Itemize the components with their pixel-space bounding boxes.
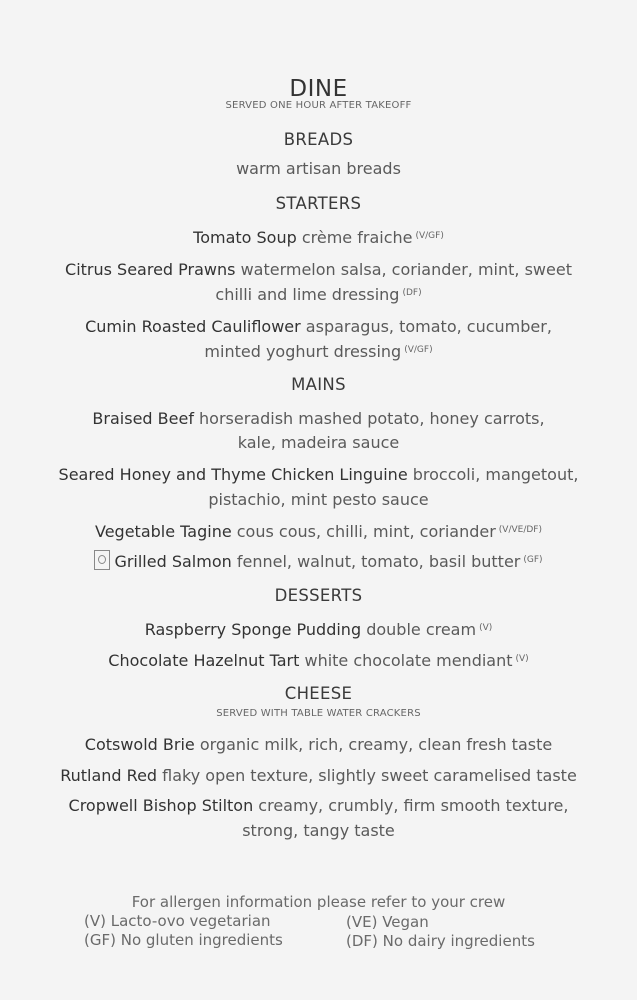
- menu-title: DINE: [289, 76, 348, 102]
- item-name: Cropwell Bishop Stilton: [68, 796, 254, 815]
- main-item-continued: [0, 487, 637, 512]
- dietary-tag: (V): [479, 623, 493, 633]
- item-name: Tomato Soup: [193, 228, 297, 247]
- item-name: Braised Beef: [92, 409, 194, 428]
- sustainable-fish-icon: [94, 550, 110, 570]
- dietary-tag: (V/GF): [415, 231, 444, 241]
- starter-item: [0, 314, 637, 339]
- item-name: Grilled Salmon: [114, 552, 232, 571]
- dessert-item: [0, 647, 637, 673]
- cheese-subtitle: SERVED WITH TABLE WATER CRACKERS: [216, 708, 421, 719]
- item-name: Raspberry Sponge Pudding: [144, 620, 362, 639]
- item-desc: minted yoghurt dressing: [204, 342, 402, 361]
- main-item: [0, 518, 637, 544]
- item-desc: double cream: [361, 620, 477, 639]
- cheese-item: [0, 793, 637, 818]
- dietary-tag: (V/GF): [404, 345, 433, 355]
- section-heading-starters: STARTERS: [275, 194, 362, 213]
- item-desc: horseradish mashed potato, honey carrots,: [193, 409, 545, 428]
- item-name: Citrus Seared Prawns: [65, 260, 236, 279]
- item-desc: asparagus, tomato, cucumber,: [300, 317, 552, 336]
- cheese-item-continued: [0, 818, 637, 843]
- item-desc: creamy, crumbly, firm smooth texture,: [253, 796, 569, 815]
- main-item: [0, 406, 637, 431]
- section-heading-mains: MAINS: [291, 375, 346, 394]
- allergen-note: For allergen information please refer to your crew: [131, 893, 506, 911]
- dessert-item: [0, 616, 637, 642]
- item-name: Rutland Red: [60, 766, 158, 785]
- breads-item: warm artisan breads: [236, 159, 401, 178]
- starter-item-continued: [0, 338, 637, 364]
- item-desc: chilli and lime dressing: [215, 285, 400, 304]
- item-desc: white chocolate mendiant: [299, 651, 513, 670]
- starter-item: [0, 224, 637, 250]
- item-desc: strong, tangy taste: [242, 821, 395, 840]
- section-heading-breads: BREADS: [283, 130, 354, 149]
- section-heading-cheese: CHEESE: [284, 684, 353, 703]
- dietary-tag: (DF): [402, 288, 422, 298]
- legend-gluten-free: (GF) No gluten ingredients: [84, 931, 283, 949]
- item-desc: crème fraiche: [296, 228, 413, 247]
- dietary-tag: (V/VE/DF): [498, 525, 542, 535]
- cheese-item: [0, 763, 637, 788]
- legend-dairy-free: (DF) No dairy ingredients: [346, 932, 535, 950]
- item-desc: organic milk, rich, creamy, clean fresh taste: [194, 735, 553, 754]
- menu-subtitle: SERVED ONE HOUR AFTER TAKEOFF: [225, 100, 412, 111]
- main-item-continued: [0, 430, 637, 455]
- item-desc: flaky open texture, slightly sweet caramelised taste: [157, 766, 577, 785]
- item-name: Cumin Roasted Cauliflower: [85, 317, 301, 336]
- main-item: [0, 548, 637, 574]
- item-desc: cous cous, chilli, mint, coriander: [231, 522, 496, 541]
- item-desc: broccoli, mangetout,: [407, 465, 579, 484]
- item-name: Cotswold Brie: [84, 735, 195, 754]
- item-name: Seared Honey and Thyme Chicken Linguine: [58, 465, 408, 484]
- item-name: Vegetable Tagine: [95, 522, 232, 541]
- starter-item: [0, 257, 637, 282]
- item-desc: pistachio, mint pesto sauce: [208, 490, 429, 509]
- dietary-tag: (GF): [523, 555, 543, 565]
- item-desc: watermelon salsa, coriander, mint, sweet: [235, 260, 572, 279]
- item-desc: kale, madeira sauce: [237, 433, 400, 452]
- dietary-tag: (V): [515, 654, 529, 664]
- legend-vegan: (VE) Vegan: [346, 913, 429, 931]
- item-name: Chocolate Hazelnut Tart: [108, 651, 300, 670]
- starter-item-continued: [0, 281, 637, 307]
- main-item: [0, 462, 637, 487]
- item-desc: fennel, walnut, tomato, basil butter: [231, 552, 521, 571]
- section-heading-desserts: DESSERTS: [274, 586, 363, 605]
- cheese-item: [0, 732, 637, 757]
- legend-vegetarian: (V) Lacto-ovo vegetarian: [84, 912, 271, 930]
